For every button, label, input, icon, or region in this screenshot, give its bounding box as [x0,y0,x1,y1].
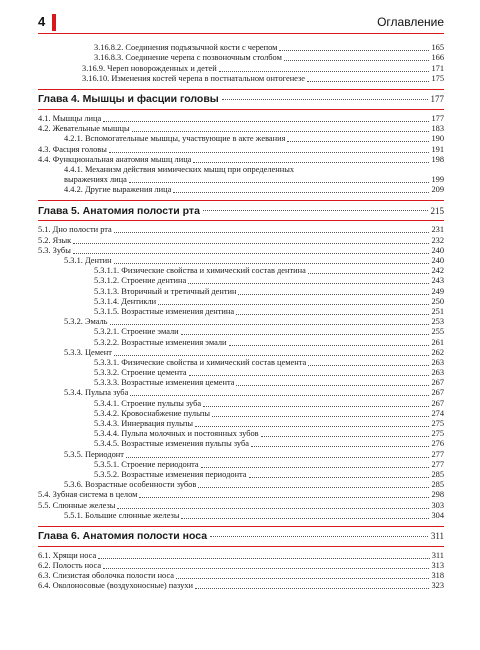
page-ref: 242 [431,266,444,276]
toc-entry[interactable] [38,235,444,245]
page-ref: 277 [431,449,444,459]
page-ref: 276 [431,439,444,449]
page-ref: 311 [431,550,444,560]
page-ref: 249 [431,286,444,296]
entry-title: 4.4.2. Другие выражения лица [64,185,172,195]
toc-entry[interactable] [38,490,444,500]
toc-chapter-entry[interactable] [38,89,444,110]
entry-title: 5.3.5.2. Возрастные изменения периодонта [94,469,247,479]
page-number: 4 [38,14,46,29]
dot-leader [117,508,429,509]
dot-leader [103,568,429,569]
toc-entry[interactable] [38,439,444,449]
entry-title: 5.1. Дно полости рта [38,225,112,235]
entry-title: 5.3.3.2. Строение цемента [94,368,187,378]
toc-entry[interactable] [38,43,444,53]
dot-leader [238,294,429,295]
dot-leader [181,334,430,335]
entry-title: 5.3.1.5. Возрастные изменения дентина [94,306,235,316]
dot-leader [201,467,430,468]
running-header-title: Оглавление [377,15,444,29]
dot-leader [129,182,430,183]
toc-entry[interactable] [38,155,444,165]
entry-title: 5.3.2. Эмаль [64,317,108,327]
dot-leader [98,558,430,559]
dot-leader [203,210,428,211]
page-ref: 232 [431,235,444,245]
dot-leader [181,518,429,519]
entry-title: 5.4. Зубная система в целом [38,490,138,500]
dot-leader [261,436,430,437]
entry-title: 5.3.1.1. Физические свойства и химический состав дентина [94,266,306,276]
dot-leader [173,192,429,193]
dot-leader [219,71,430,72]
dot-leader [249,477,430,478]
page-ref: 318 [431,571,444,581]
page-ref: 313 [431,561,444,571]
dot-leader [114,263,430,264]
entry-title: 3.16.10. Изменения костей черепа в постнатальном онтогенезе [82,73,306,83]
toc-entry[interactable] [38,460,444,470]
dot-leader [210,536,428,537]
page-ref: 261 [431,337,444,347]
entry-title: 5.3.1. Дентин [64,256,112,265]
page-ref: 250 [431,296,444,306]
page-ref: 165 [431,43,444,53]
dot-leader [130,395,429,396]
toc-entry[interactable] [38,419,444,429]
page-ref: 198 [431,154,444,164]
toc-entry[interactable] [38,256,444,266]
dot-leader [109,152,430,153]
toc-entry[interactable] [38,74,444,84]
dot-leader [229,345,430,346]
toc-entry[interactable] [38,144,444,154]
entry-title: 5.3.4. Пульпа зуба [64,388,129,398]
toc-entry[interactable] [38,348,444,358]
dot-leader [279,50,429,51]
page-ref: 285 [431,480,444,490]
dot-leader [132,131,430,132]
entry-title: 5.3.1.4. Дентикли [94,296,157,306]
entry-title: 5.3.4.1. Строение пульпы зуба [94,398,202,408]
toc-entry[interactable] [38,317,444,327]
page-ref: 263 [431,357,444,367]
header-rule [38,33,444,34]
page-ref: 255 [431,327,444,337]
dot-leader [308,365,429,366]
toc-entry[interactable] [38,276,444,286]
page-ref: 175 [431,73,444,83]
page-ref: 231 [431,225,444,235]
entry-title: 4.2.1. Вспомогательные мышцы, участвующие в акте жевания [64,134,286,144]
toc-entry[interactable] [38,449,444,459]
dot-leader [308,273,430,274]
toc-entry[interactable] [38,266,444,276]
table-of-contents [38,43,444,591]
toc-entry[interactable] [38,165,444,175]
toc-entry[interactable] [38,225,444,235]
dot-leader [236,385,429,386]
page-ref: 199 [431,175,444,185]
toc-entry[interactable] [38,551,444,561]
page-ref: 209 [431,185,444,195]
chapter-title: Глава 4. Мышцы и фасции головы [38,93,219,106]
page-ref: 183 [431,124,444,134]
toc-entry[interactable] [38,246,444,256]
toc-entry[interactable] [38,388,444,398]
entry-title: 6.1. Хрящи носа [38,550,97,560]
dot-leader [176,578,429,579]
entry-title: 4.4. Функциональная анатомия мышц лица [38,154,192,164]
page-ref: 171 [431,63,444,73]
page-ref: 251 [431,306,444,316]
entry-title: 5.3.5.1. Строение периодонта [94,459,199,469]
entry-title: 5.3.2.2. Возрастные изменения эмали [94,337,227,347]
page-ref: 275 [431,429,444,439]
dot-leader [188,283,429,284]
entry-title: 5.3.3.3. Возрастные изменения цемента [94,378,235,388]
dot-leader [195,588,429,589]
entry-title: 5.3.1.2. Строение дентина [94,276,187,286]
toc-entry[interactable] [38,63,444,73]
toc-entry[interactable] [38,571,444,581]
dot-leader [114,355,430,356]
page-ref: 253 [431,317,444,327]
toc-entry[interactable] [38,175,444,185]
toc-entry[interactable] [38,114,444,124]
dot-leader [103,121,429,122]
entry-title: 6.2. Полость носа [38,561,102,571]
dot-leader [73,243,429,244]
dot-leader [73,253,430,254]
toc-entry[interactable] [38,337,444,347]
toc-entry[interactable] [38,327,444,337]
page-ref: 191 [431,144,444,154]
toc-entry[interactable] [38,307,444,317]
toc-chapter-entry[interactable] [38,526,444,547]
page-ref: 277 [431,459,444,469]
toc-entry[interactable] [38,429,444,439]
page-ref: 177 [431,113,444,123]
entry-title: 5.3. Зубы [38,245,71,255]
entry-title: 5.3.3. Цемент [64,347,112,357]
entry-title: 5.3.2.1. Строение эмали [94,327,179,337]
chapter-title: Глава 5. Анатомия полости рта [38,204,200,217]
dot-leader [189,375,430,376]
page-ref: 190 [431,134,444,144]
toc-entry[interactable] [38,358,444,368]
header-accent-mark [52,14,56,31]
toc-entry[interactable] [38,286,444,296]
page-ref: 267 [431,388,444,398]
entry-title: 5.3.4.2. Кровоснабжение пульпы [94,408,211,418]
toc-entry[interactable] [38,561,444,571]
dot-leader [110,324,430,325]
page-ref: 267 [431,378,444,388]
dot-leader [284,60,430,61]
toc-entry[interactable] [38,511,444,521]
dot-leader [203,406,429,407]
toc-entry[interactable] [38,500,444,510]
toc-entry[interactable] [38,297,444,307]
entry-title: 5.5. Слюнные железы [38,500,116,510]
chapter-title: Глава 6. Анатомия полости носа [38,530,208,543]
toc-entry[interactable] [38,398,444,408]
toc-entry[interactable] [38,134,444,144]
entry-title: 5.3.5. Периодонт [64,449,124,459]
entry-title: 6.3. Слизистая оболочка полости носа [38,571,174,581]
page-ref: 166 [431,53,444,63]
page-ref: 243 [431,276,444,286]
page-ref: 303 [431,500,444,510]
entry-title: 3.16.9. Череп новорожденных и детей [82,63,217,73]
entry-title: 5.3.6. Возрастные особенности зубов [64,480,197,490]
dot-leader [114,232,430,233]
page-ref: 267 [431,398,444,408]
page-ref: 311 [430,531,444,542]
entry-title: 5.3.4.3. Иннервация пульпы [94,419,194,428]
toc-entry[interactable] [38,124,444,134]
dot-leader [287,141,429,142]
dot-leader [193,162,429,163]
toc-entry[interactable] [38,378,444,388]
entry-title: 5.3.3.1. Физические свойства и химический состав цемента [94,357,307,367]
entry-title: 5.3.4.5. Возрастные изменения пульпы зуба [94,439,249,449]
entry-title: 4.4.1. Механизм действия мимических мышц при определенных [64,164,295,174]
page-ref: 215 [430,205,444,216]
page-ref: 285 [431,469,444,479]
toc-entry[interactable] [38,185,444,195]
entry-title: 5.3.1.3. Вторичный и третичный дентин [94,286,237,296]
page-ref: 274 [431,408,444,418]
toc-entry[interactable] [38,480,444,490]
entry-title: 6.4. Околоносовые (воздухоносные) пазухи [38,581,193,591]
page-ref: 263 [431,368,444,378]
entry-title: 5.2. Язык [38,235,72,245]
page-ref: 262 [431,347,444,357]
page-ref: 323 [431,581,444,591]
page-ref: 240 [431,245,444,255]
dot-leader [139,497,429,498]
page-ref: 177 [430,94,444,105]
entry-title: 5.3.4.4. Пульпа молочных и постоянных зубов [94,429,259,439]
toc-entry[interactable] [38,368,444,378]
entry-title: выражениях лица [64,175,127,185]
page-ref: 240 [431,256,444,265]
entry-title: 4.3. Фасция головы [38,144,107,154]
entry-title: 4.2. Жевательные мышцы [38,124,130,134]
toc-entry[interactable] [38,53,444,63]
dot-leader [236,314,429,315]
entry-title: 5.5.1. Большие слюнные железы [64,510,180,520]
entry-title: 3.16.8.3. Соединение черепа с позвоночным столбом [94,53,282,63]
dot-leader [307,81,429,82]
page-ref: 304 [431,510,444,520]
dot-leader [195,426,429,427]
dot-leader [251,446,429,447]
entry-title: 3.16.8.2. Соединения подъязычной кости с черепом [94,43,278,53]
dot-leader [198,487,429,488]
toc-entry[interactable] [38,470,444,480]
toc-entry[interactable] [38,581,444,591]
toc-entry[interactable] [38,409,444,419]
page-ref: 298 [431,490,444,500]
dot-leader [126,457,430,458]
entry-title: 4.1. Мышцы лица [38,113,102,123]
dot-leader [212,416,429,417]
dot-leader [222,99,428,100]
dot-leader [158,304,429,305]
toc-chapter-entry[interactable] [38,200,444,221]
page-ref: 275 [431,419,444,428]
